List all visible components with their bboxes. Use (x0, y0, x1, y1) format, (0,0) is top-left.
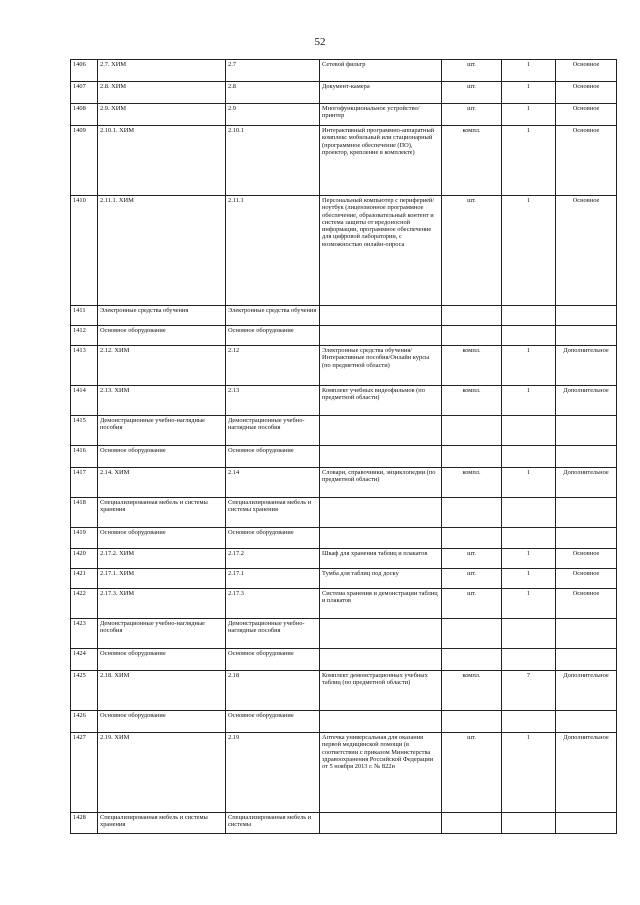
unit-cell (442, 813, 502, 834)
quantity-cell: 1 (502, 589, 556, 619)
code-cell: 2.14 (226, 468, 320, 498)
quantity-cell: 1 (502, 196, 556, 306)
row-number-cell: 1415 (71, 416, 98, 446)
table-row (71, 416, 617, 446)
table-row (71, 619, 617, 649)
table-row (71, 306, 617, 326)
code-cell: Демонстрационные учебно-наглядные пособия (226, 619, 320, 649)
section-cell: Демонстрационные учебно-наглядные пособия (98, 416, 226, 446)
quantity-cell (502, 446, 556, 468)
quantity-cell (502, 619, 556, 649)
category-cell: Основное (556, 126, 617, 196)
quantity-cell: 1 (502, 104, 556, 126)
category-cell (556, 528, 617, 549)
item-name-cell (320, 306, 442, 326)
table-row (71, 126, 617, 196)
code-cell: 2.9 (226, 104, 320, 126)
item-name-cell: Шкаф для хранения таблиц и плакатов (320, 549, 442, 569)
category-cell: Основное (556, 104, 617, 126)
category-cell (556, 326, 617, 346)
row-number-cell: 1410 (71, 196, 98, 306)
item-name-cell (320, 813, 442, 834)
quantity-cell: 7 (502, 671, 556, 711)
unit-cell (442, 649, 502, 671)
unit-cell (442, 619, 502, 649)
unit-cell (442, 416, 502, 446)
category-cell (556, 813, 617, 834)
item-name-cell: Интерактивный программно-аппаратный комплекс мобильный или стационарный (программное обеспечение (ПО), проектор, крепление в комплекте) (320, 126, 442, 196)
category-cell (556, 711, 617, 733)
code-cell: 2.12 (226, 346, 320, 386)
code-cell: 2.13 (226, 386, 320, 416)
category-cell: Дополнительное (556, 671, 617, 711)
category-cell: Основное (556, 82, 617, 104)
item-name-cell: Комплект демонстрационных учебных таблиц (по предметной области) (320, 671, 442, 711)
quantity-cell: 1 (502, 60, 556, 82)
quantity-cell: 1 (502, 468, 556, 498)
category-cell: Дополнительное (556, 346, 617, 386)
section-cell: 2.17.2. ХИМ (98, 549, 226, 569)
unit-cell (442, 498, 502, 528)
unit-cell (442, 528, 502, 549)
quantity-cell: 1 (502, 82, 556, 104)
section-cell: 2.14. ХИМ (98, 468, 226, 498)
category-cell: Дополнительное (556, 733, 617, 813)
row-number-cell: 1424 (71, 649, 98, 671)
row-number-cell: 1421 (71, 569, 98, 589)
row-number-cell: 1425 (71, 671, 98, 711)
item-name-cell (320, 446, 442, 468)
table-row (71, 649, 617, 671)
code-cell: 2.19 (226, 733, 320, 813)
row-number-cell: 1428 (71, 813, 98, 834)
unit-cell: шт. (442, 196, 502, 306)
table-row (71, 528, 617, 549)
quantity-cell (502, 326, 556, 346)
row-number-cell: 1407 (71, 82, 98, 104)
section-cell: 2.7. ХИМ (98, 60, 226, 82)
item-name-cell: Документ-камера (320, 82, 442, 104)
section-cell: 2.17.3. ХИМ (98, 589, 226, 619)
section-cell: Основное оборудование (98, 528, 226, 549)
row-number-cell: 1413 (71, 346, 98, 386)
table-row (71, 733, 617, 813)
row-number-cell: 1411 (71, 306, 98, 326)
row-number-cell: 1414 (71, 386, 98, 416)
quantity-cell: 1 (502, 569, 556, 589)
item-name-cell (320, 416, 442, 446)
category-cell: Основное (556, 589, 617, 619)
item-name-cell: Словари, справочники, энциклопедии (по предметной области) (320, 468, 442, 498)
quantity-cell: 1 (502, 386, 556, 416)
section-cell: Электронные средства обучения (98, 306, 226, 326)
row-number-cell: 1423 (71, 619, 98, 649)
category-cell (556, 306, 617, 326)
item-name-cell: Комплект учебных видеофильмов (по предметной области) (320, 386, 442, 416)
section-cell: 2.19. ХИМ (98, 733, 226, 813)
table-row (71, 589, 617, 619)
code-cell: Основное оборудование (226, 528, 320, 549)
unit-cell: шт. (442, 82, 502, 104)
table-row (71, 498, 617, 528)
quantity-cell (502, 711, 556, 733)
category-cell: Основное (556, 549, 617, 569)
item-name-cell: Тумба для таблиц под доску (320, 569, 442, 589)
code-cell: 2.17.3 (226, 589, 320, 619)
unit-cell: компл. (442, 468, 502, 498)
section-cell: Специализированная мебель и системы хранения (98, 813, 226, 834)
code-cell: Специализированная мебель и системы хранения (226, 498, 320, 528)
item-name-cell: Аптечка универсальная для оказания первой медицинской помощи (в соответствии с приказом Министерства здравоохранения Российской Федерации от 5 ноября 2013 г. № 822н (320, 733, 442, 813)
table-row (71, 196, 617, 306)
table-row (71, 671, 617, 711)
quantity-cell (502, 498, 556, 528)
quantity-cell (502, 649, 556, 671)
code-cell: Демонстрационные учебно-наглядные пособия (226, 416, 320, 446)
quantity-cell (502, 813, 556, 834)
unit-cell: шт. (442, 589, 502, 619)
table-row (71, 813, 617, 834)
quantity-cell (502, 416, 556, 446)
unit-cell: компл. (442, 126, 502, 196)
row-number-cell: 1416 (71, 446, 98, 468)
code-cell: Основное оборудование (226, 326, 320, 346)
quantity-cell (502, 306, 556, 326)
category-cell (556, 416, 617, 446)
row-number-cell: 1406 (71, 60, 98, 82)
table-row (71, 468, 617, 498)
category-cell (556, 446, 617, 468)
page-number: 52 (314, 36, 326, 48)
unit-cell: шт. (442, 60, 502, 82)
row-number-cell: 1417 (71, 468, 98, 498)
quantity-cell: 1 (502, 549, 556, 569)
section-cell: 2.8. ХИМ (98, 82, 226, 104)
unit-cell: компл. (442, 346, 502, 386)
item-name-cell (320, 326, 442, 346)
quantity-cell: 1 (502, 346, 556, 386)
table-row (71, 569, 617, 589)
item-name-cell: Электронные средства обучения/Интерактивные пособия/Онлайн курсы (по предметной области) (320, 346, 442, 386)
code-cell: 2.18 (226, 671, 320, 711)
table-row (71, 104, 617, 126)
section-cell: 2.17.1. ХИМ (98, 569, 226, 589)
category-cell (556, 619, 617, 649)
code-cell: 2.7 (226, 60, 320, 82)
category-cell: Дополнительное (556, 468, 617, 498)
unit-cell: шт. (442, 104, 502, 126)
category-cell (556, 649, 617, 671)
section-cell: 2.11.1. ХИМ (98, 196, 226, 306)
code-cell: 2.17.1 (226, 569, 320, 589)
unit-cell (442, 446, 502, 468)
table-row (71, 711, 617, 733)
section-cell: 2.18. ХИМ (98, 671, 226, 711)
unit-cell (442, 711, 502, 733)
item-name-cell (320, 619, 442, 649)
section-cell: 2.9. ХИМ (98, 104, 226, 126)
section-cell: 2.10.1. ХИМ (98, 126, 226, 196)
table-row (71, 60, 617, 82)
row-number-cell: 1409 (71, 126, 98, 196)
code-cell: 2.8 (226, 82, 320, 104)
unit-cell: шт. (442, 549, 502, 569)
code-cell: Основное оборудование (226, 649, 320, 671)
category-cell: Основное (556, 569, 617, 589)
section-cell: Основное оборудование (98, 446, 226, 468)
unit-cell (442, 306, 502, 326)
code-cell: Основное оборудование (226, 711, 320, 733)
unit-cell (442, 326, 502, 346)
table-row (71, 549, 617, 569)
category-cell: Основное (556, 196, 617, 306)
code-cell: Специализированная мебель и системы (226, 813, 320, 834)
row-number-cell: 1419 (71, 528, 98, 549)
category-cell: Основное (556, 60, 617, 82)
table-row (71, 346, 617, 386)
table-row (71, 446, 617, 468)
item-name-cell: Персональный компьютер с периферией/ноутбук (лицензионное программное обеспечение, образовательный контент и система защиты от вредоносной информации, программное обеспечение для цифровой лаборатории, с возможностью онлайн-опроса (320, 196, 442, 306)
unit-cell: шт. (442, 569, 502, 589)
section-cell: 2.13. ХИМ (98, 386, 226, 416)
category-cell: Дополнительное (556, 386, 617, 416)
quantity-cell (502, 528, 556, 549)
section-cell: Основное оборудование (98, 711, 226, 733)
row-number-cell: 1426 (71, 711, 98, 733)
section-cell: Основное оборудование (98, 649, 226, 671)
equipment-table (70, 59, 617, 834)
section-cell: Основное оборудование (98, 326, 226, 346)
code-cell: 2.17.2 (226, 549, 320, 569)
code-cell: 2.11.1 (226, 196, 320, 306)
item-name-cell (320, 498, 442, 528)
unit-cell: компл. (442, 386, 502, 416)
section-cell: Специализированная мебель и системы хранения (98, 498, 226, 528)
table-row (71, 386, 617, 416)
table-row (71, 326, 617, 346)
row-number-cell: 1420 (71, 549, 98, 569)
row-number-cell: 1412 (71, 326, 98, 346)
row-number-cell: 1427 (71, 733, 98, 813)
table-row (71, 82, 617, 104)
item-name-cell: Система хранения и демонстрации таблиц и плакатов (320, 589, 442, 619)
quantity-cell: 1 (502, 126, 556, 196)
code-cell: 2.10.1 (226, 126, 320, 196)
section-cell: Демонстрационные учебно-наглядные пособия (98, 619, 226, 649)
unit-cell: компл. (442, 671, 502, 711)
item-name-cell: Многофункциональное устройство/принтер (320, 104, 442, 126)
section-cell: 2.12. ХИМ (98, 346, 226, 386)
category-cell (556, 498, 617, 528)
unit-cell: шт. (442, 733, 502, 813)
item-name-cell: Сетевой фильтр (320, 60, 442, 82)
row-number-cell: 1408 (71, 104, 98, 126)
item-name-cell (320, 711, 442, 733)
code-cell: Электронные средства обучения (226, 306, 320, 326)
row-number-cell: 1422 (71, 589, 98, 619)
quantity-cell: 1 (502, 733, 556, 813)
item-name-cell (320, 649, 442, 671)
item-name-cell (320, 528, 442, 549)
code-cell: Основное оборудование (226, 446, 320, 468)
row-number-cell: 1418 (71, 498, 98, 528)
